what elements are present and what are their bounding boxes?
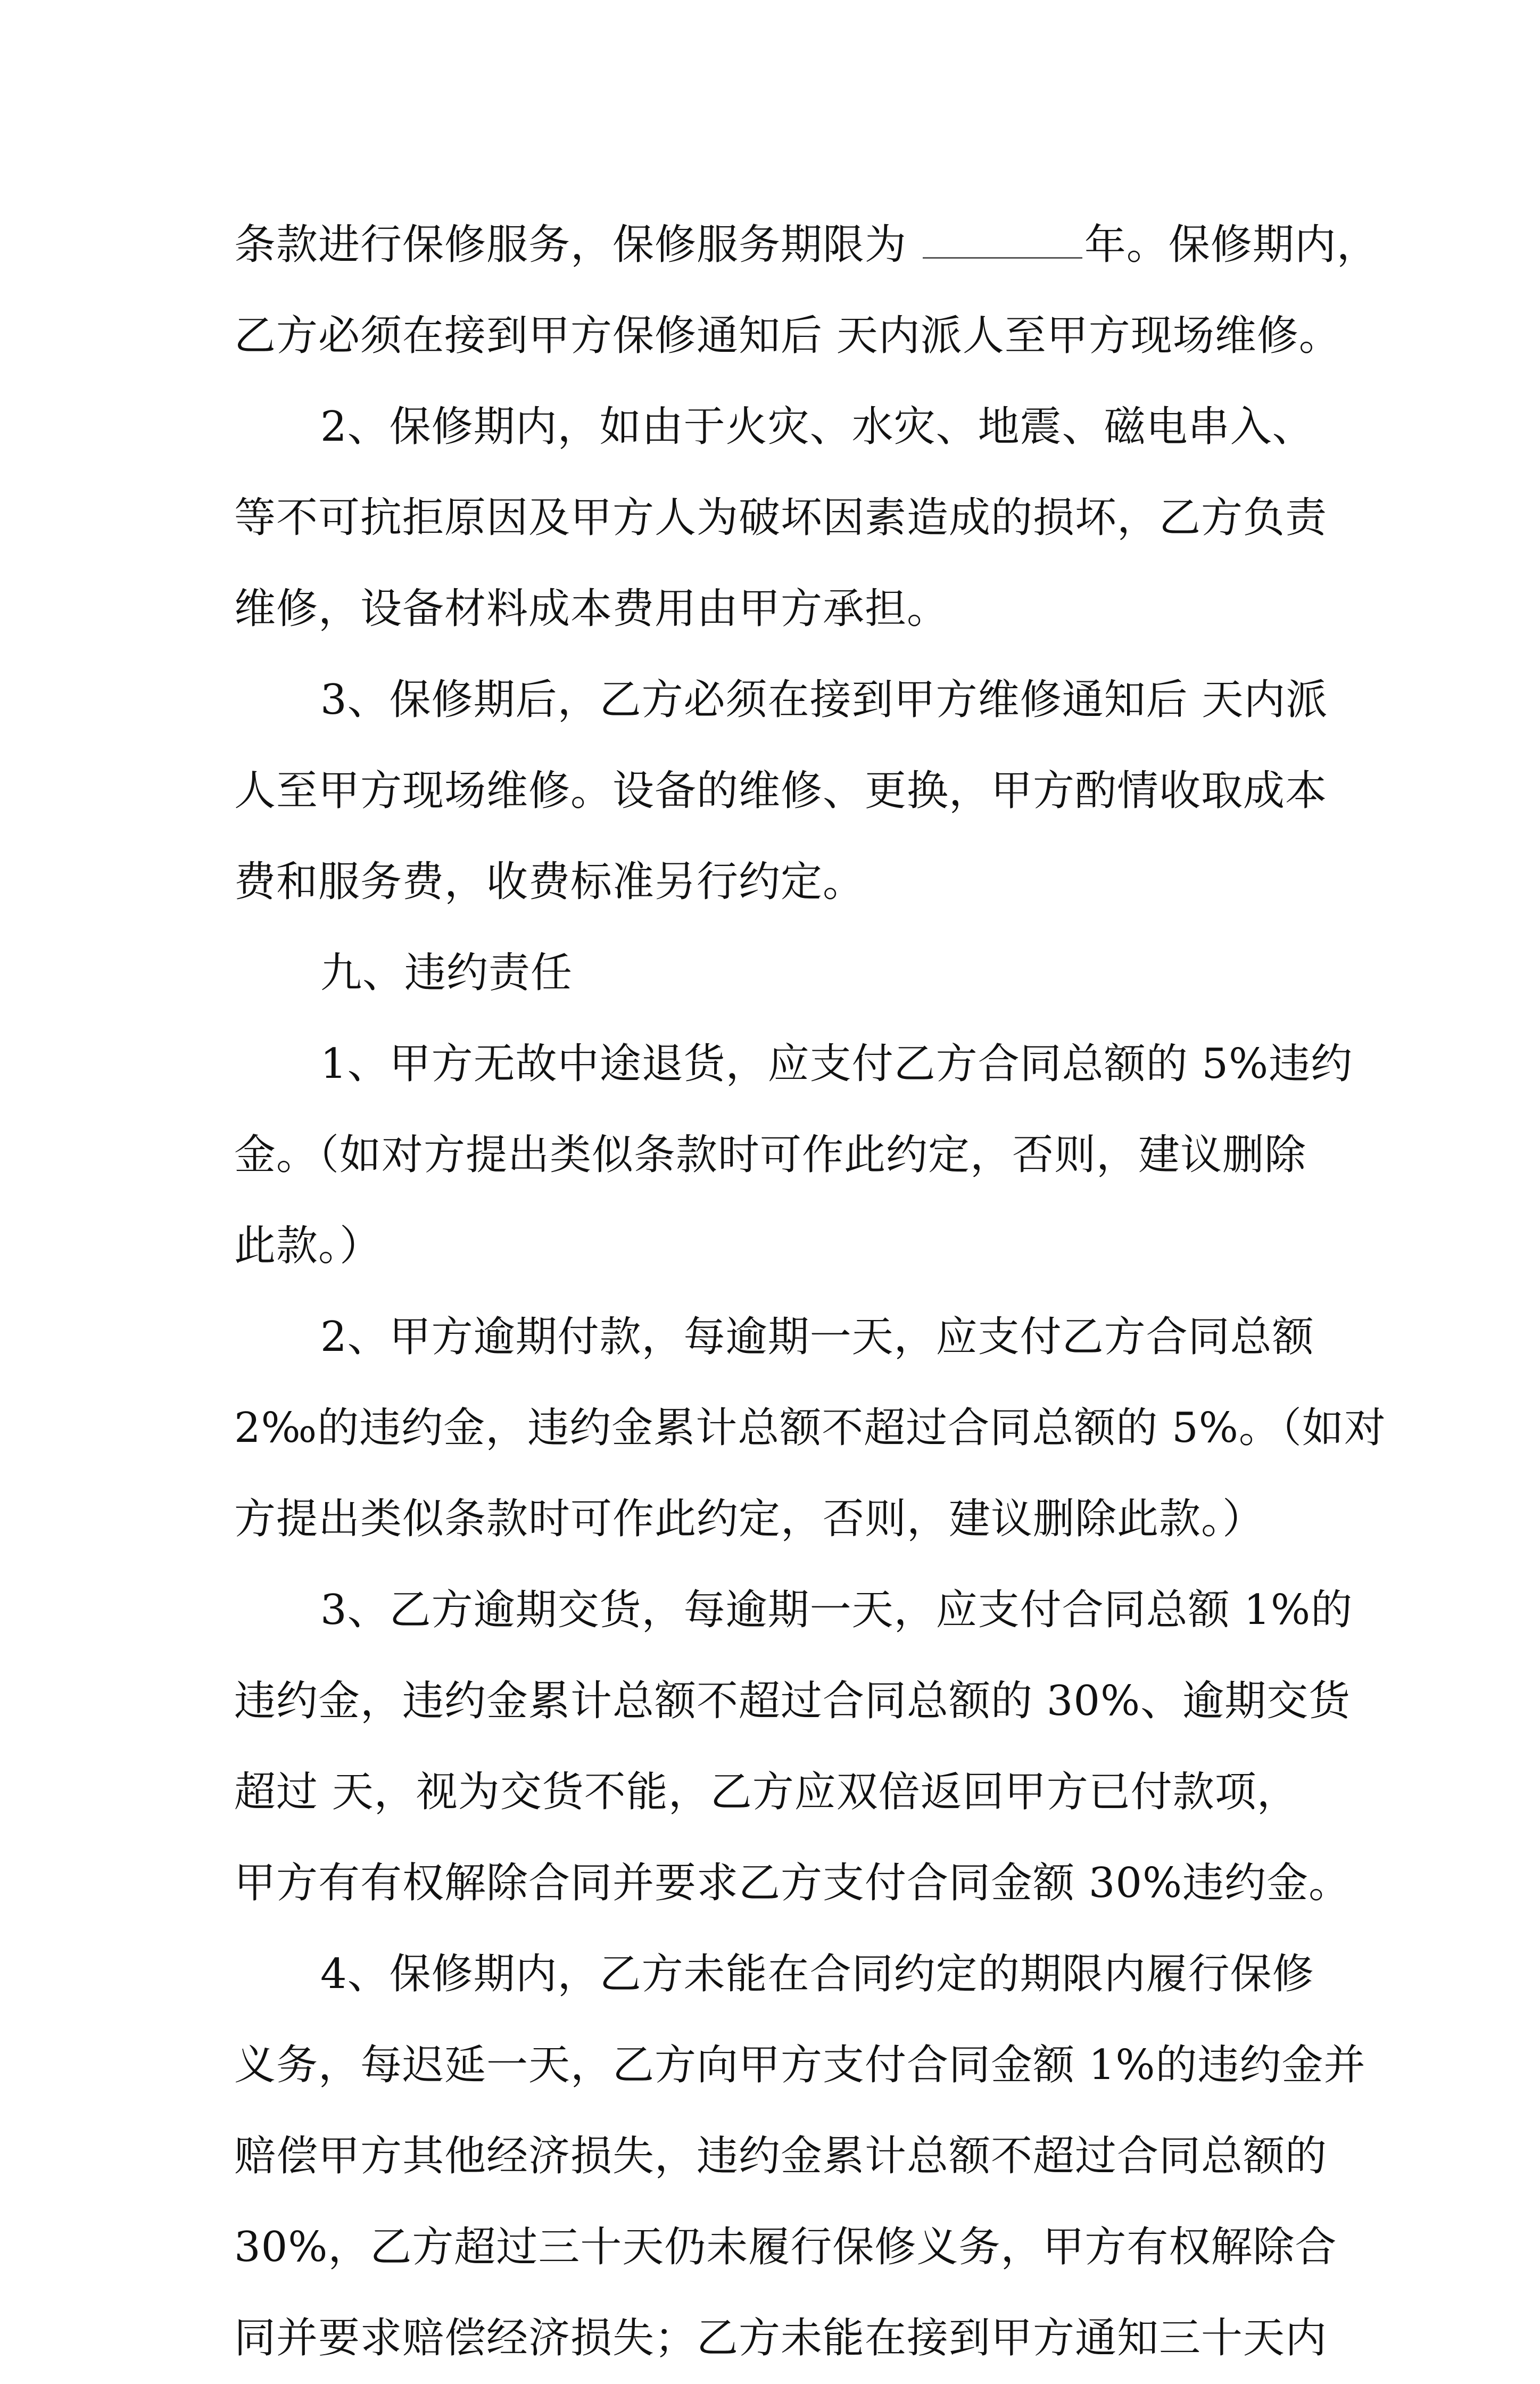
blank-field: [923, 225, 1082, 259]
text-line-17: 违约金，违约金累计总额不超过合同总额的 30%、逾期交货: [234, 1677, 1351, 1725]
text-line-6: 3、保修期后，乙方必须在接到甲方维修通知后 天内派: [320, 676, 1328, 724]
text-line-20: 4、保修期内，乙方未能在合同约定的期限内履行保修: [320, 1950, 1314, 1998]
text-line-2: 乙方必须在接到甲方保修通知后 天内派人至甲方现场维修。: [234, 312, 1341, 360]
text-line-18: 超过 天，视为交货不能，乙方应双倍返回甲方已付款项，: [234, 1768, 1299, 1816]
text-line-22: 赔偿甲方其他经济损失，违约金累计总额不超过合同总额的: [234, 2132, 1328, 2180]
text-line-23: 30%，乙方超过三十天仍未履行保修义务，甲方有权解除合: [234, 2223, 1337, 2271]
text-line-15: 方提出类似条款时可作此约定，否则，建议删除此款。）: [234, 1495, 1265, 1543]
document-body: [234, 200, 1386, 2384]
text-line-16: 3、乙方逾期交货，每逾期一天，应支付合同总额 1%的: [320, 1586, 1353, 1634]
text-line-13: 2、甲方逾期付款，每逾期一天，应支付乙方合同总额: [320, 1313, 1314, 1361]
text-line-8: 费和服务费，收费标准另行约定。: [234, 858, 865, 906]
text-segment: 年。保修期内，: [1084, 221, 1379, 269]
text-line-10: 1、甲方无故中途退货，应支付乙方合同总额的 5%违约: [320, 1040, 1353, 1088]
section-heading: 九、违约责任: [320, 949, 573, 997]
text-line-24: 同并要求赔偿经济损失；乙方未能在接到甲方通知三十天内: [234, 2314, 1328, 2362]
text-line-7: 人至甲方现场维修。设备的维修、更换，甲方酌情收取成本: [234, 767, 1328, 815]
text-line-19: 甲方有有权解除合同并要求乙方支付合同金额 30%违约金。: [234, 1859, 1351, 1907]
text-line-4: 等不可抗拒原因及甲方人为破坏因素造成的损坏，乙方负责: [234, 494, 1328, 542]
text-line-14: 2‰的违约金，违约金累计总额不超过合同总额的 5%。（如对: [234, 1404, 1386, 1452]
text-line-3: 2、保修期内，如由于火灾、水灾、地震、磁电串入、: [320, 403, 1314, 451]
text-line-12: 此款。）: [234, 1222, 382, 1270]
text-line-11: 金。（如对方提出类似条款时可作此约定，否则，建议删除: [234, 1131, 1307, 1179]
text-line-1: [234, 200, 1379, 291]
text-line-5: 维修，设备材料成本费用由甲方承担。: [234, 585, 949, 633]
text-segment: 条款进行保修服务，保修服务期限为: [234, 221, 921, 269]
text-line-21: 义务，每迟延一天，乙方向甲方支付合同金额 1%的违约金并: [234, 2041, 1366, 2089]
